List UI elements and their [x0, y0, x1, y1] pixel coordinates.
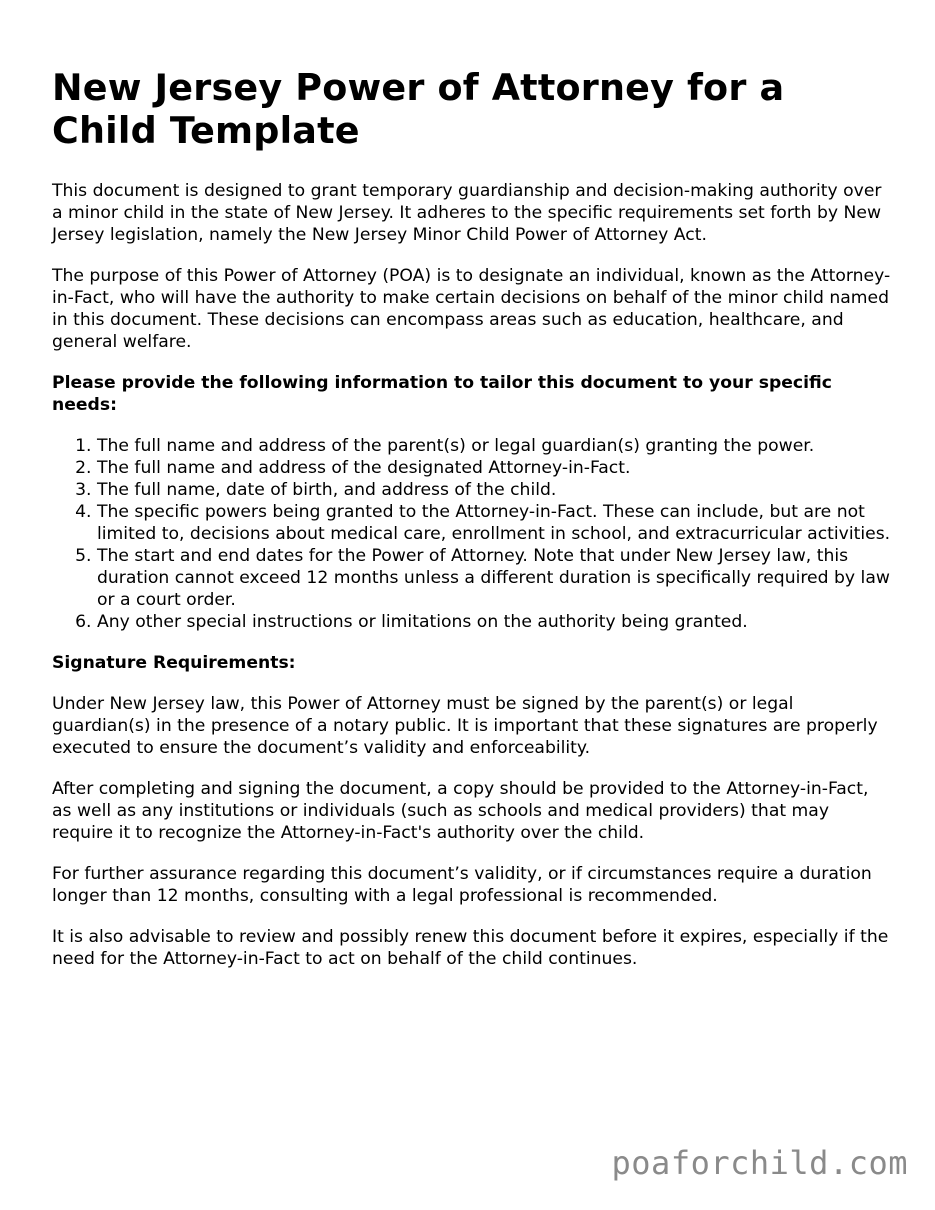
- site-watermark: poaforchild.com: [611, 1144, 908, 1182]
- list-item: 4. The specific powers being granted to the Attorney-in-Fact. These can include, but are not limited to, decisions about medical care, enrollment in school, and extracurricular activities.: [97, 501, 892, 545]
- intro-paragraph-2: The purpose of this Power of Attorney (POA) is to designate an individual, known as the Attorney-in-Fact, who will have the authority to make certain decisions on behalf of the minor child named in this document. These decisions can encompass areas such as education, healthcare, and general welfare.: [52, 266, 891, 352]
- page-title: New Jersey Power of Attorney for a Child Template: [52, 66, 785, 152]
- info-list: [52, 435, 892, 633]
- signature-paragraph-4: It is also advisable to review and possibly renew this document before it expires, especially if the need for the Attorney-in-Fact to act on behalf of the child continues.: [52, 927, 889, 969]
- signature-paragraph-1: Under New Jersey law, this Power of Attorney must be signed by the parent(s) or legal guardian(s) in the presence of a notary public. It is important that these signatures are properly executed to ensure the document’s validity and enforceability.: [52, 694, 878, 758]
- signature-paragraph-2: After completing and signing the document, a copy should be provided to the Attorney-in-Fact, as well as any institutions or individuals (such as schools and medical providers) that may require it to recognize the Attorney-in-Fact's authority over the child.: [52, 779, 869, 843]
- list-item: 2. The full name and address of the designated Attorney-in-Fact.: [97, 457, 892, 479]
- list-item: 6. Any other special instructions or limitations on the authority being granted.: [97, 611, 892, 633]
- document-page: [52, 66, 892, 989]
- list-item: 3. The full name, date of birth, and address of the child.: [97, 479, 892, 501]
- list-item: 1. The full name and address of the parent(s) or legal guardian(s) granting the power.: [97, 435, 892, 457]
- signature-heading: Signature Requirements:: [52, 653, 296, 673]
- list-item: 5. The start and end dates for the Power of Attorney. Note that under New Jersey law, this duration cannot exceed 12 months unless a different duration is specifically required by law or a court order.: [97, 545, 892, 611]
- info-heading: Please provide the following information to tailor this document to your specific needs:: [52, 373, 832, 415]
- intro-paragraph-1: This document is designed to grant temporary guardianship and decision-making authority over a minor child in the state of New Jersey. It adheres to the specific requirements set forth by New Jersey legislation, namely the New Jersey Minor Child Power of Attorney Act.: [52, 181, 882, 245]
- signature-paragraph-3: For further assurance regarding this document’s validity, or if circumstances require a duration longer than 12 months, consulting with a legal professional is recommended.: [52, 864, 872, 906]
